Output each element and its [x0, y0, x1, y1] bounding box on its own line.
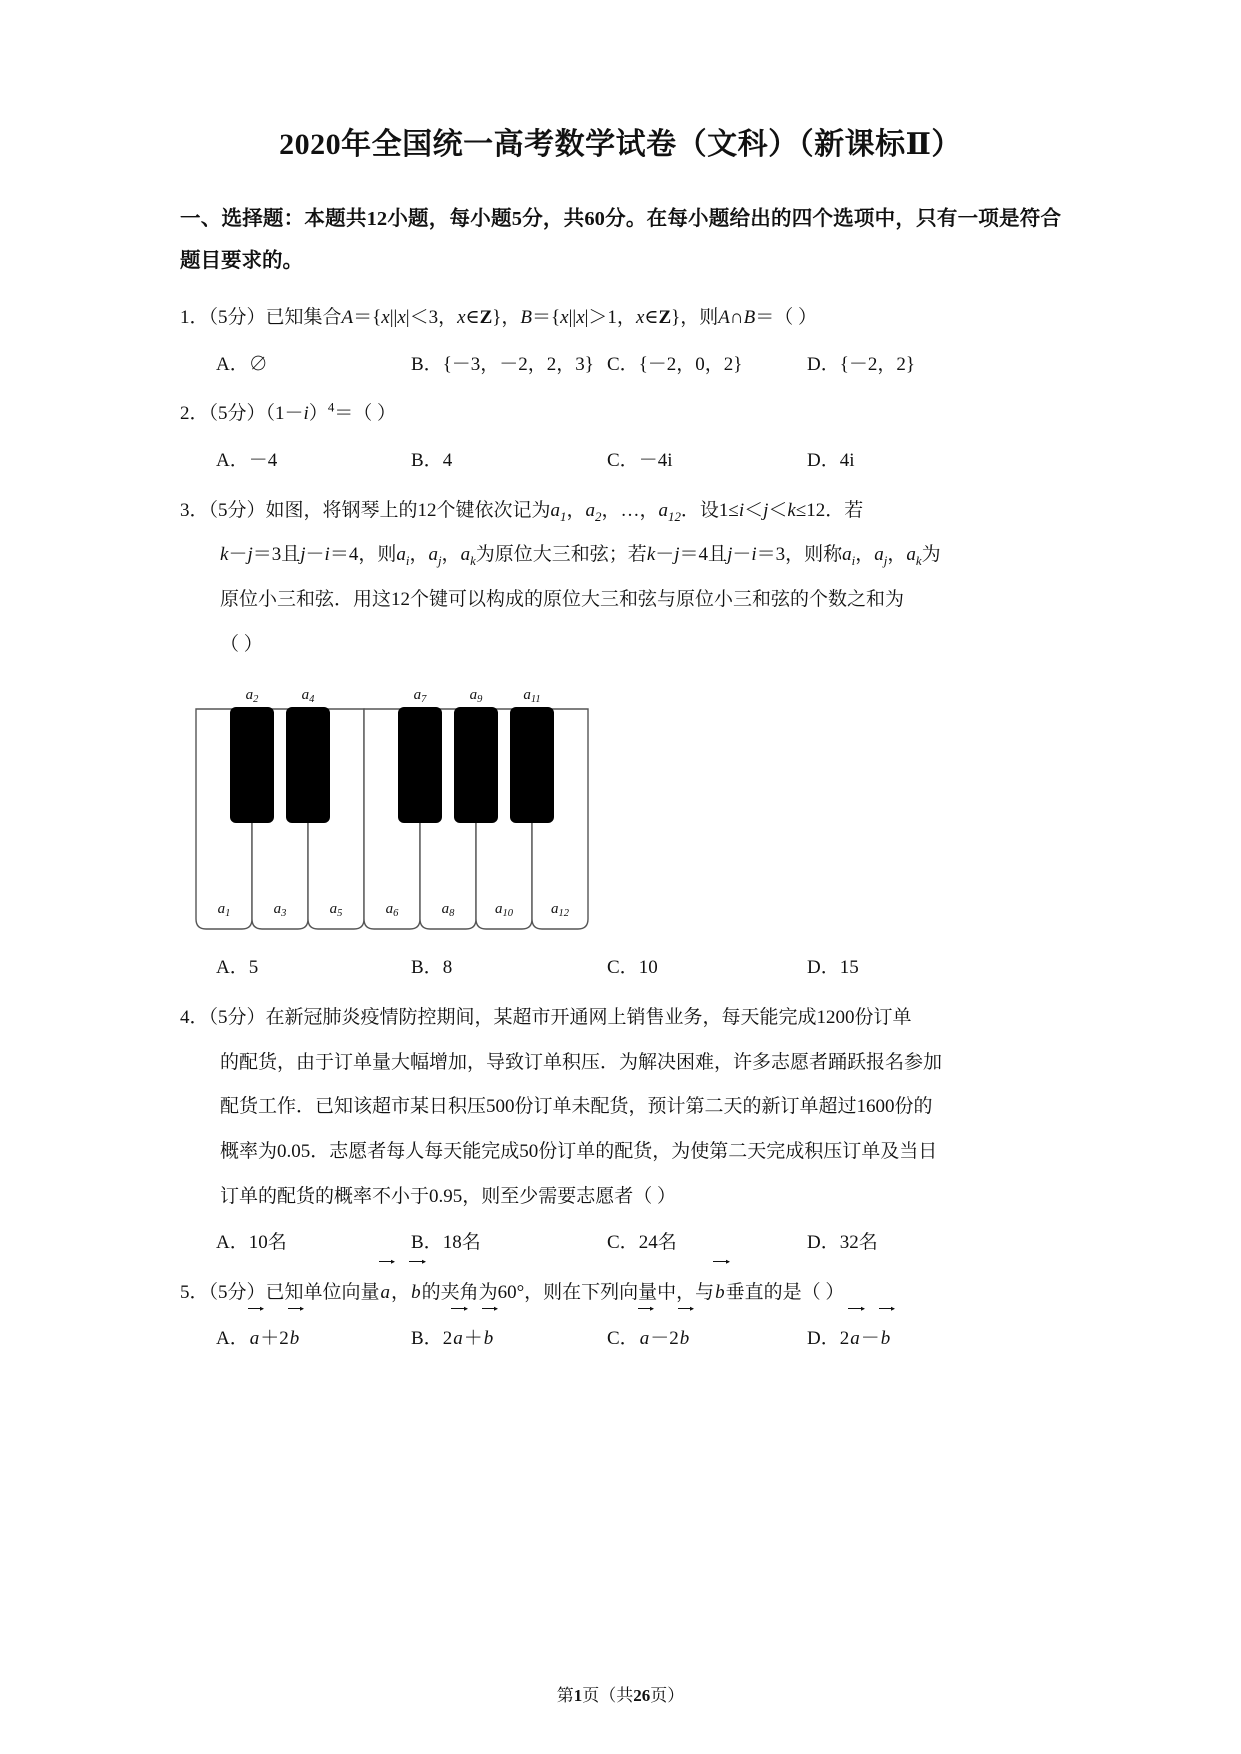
option-text: －4 — [248, 450, 278, 471]
vector-b-icon: b — [289, 1317, 301, 1361]
option-label: B． — [411, 1328, 443, 1350]
black-key-a9[interactable] — [454, 707, 498, 823]
black-key-labels — [246, 687, 541, 705]
question-1-stem-text: 已知集合A＝{x||x|＜3，x∈Z}，B＝{x||x|＞1，x∈Z}，则A∩B＝（ ） — [265, 307, 817, 329]
option-text: 18名 — [442, 1232, 481, 1254]
option-text: 8 — [442, 957, 453, 979]
footer-total-pages: 26 — [633, 1686, 651, 1705]
question-3-line-3: 原位小三和弦．用这12个键可以构成的原位大三和弦与原位小三和弦的个数之和为 — [220, 588, 905, 610]
question-4-line-4: 概率为0.05．志愿者每人每天能完成50份订单的配货，为使第二天完成积压订单及当日 — [220, 1140, 938, 1162]
question-5-option-c[interactable]: C．a－2b — [607, 1317, 807, 1361]
question-4-number: 4． — [180, 1006, 209, 1028]
question-5-score: （5分） — [208, 1281, 266, 1303]
question-5-options — [180, 1317, 1061, 1361]
option-label: A． — [216, 353, 249, 375]
question-2-score: （5分） — [208, 403, 266, 425]
question-3-line-2: k－j＝3且j－i＝4，则$a_i$，$a_j$，$a_k$为原位大三和弦；若k－j＝4且j－i＝3，则称$a_i$，$a_j$，$a_k$为 — [220, 544, 941, 569]
option-text: 4 — [442, 450, 453, 471]
black-key-label-a9: $a_9$ — [469, 687, 483, 706]
black-key-label-a7: $a_7$ — [413, 687, 427, 706]
vector-b-icon: b — [410, 1271, 422, 1316]
question-1-number: 1． — [180, 307, 209, 329]
piano-keyboard-svg — [190, 681, 610, 936]
question-5-stem — [180, 1271, 1061, 1316]
question-4-option-a[interactable] — [216, 1221, 411, 1265]
question-1-options — [180, 343, 1061, 387]
question-3-options — [180, 946, 1061, 990]
option-label: B． — [411, 353, 443, 375]
option-text: 10名 — [248, 1232, 287, 1254]
vector-a-icon: a — [249, 1317, 261, 1361]
page-title: 2020年全国统一高考数学试卷（文科）（新课标Ⅱ） — [279, 128, 962, 161]
footer-middle: 页（共 — [582, 1686, 634, 1705]
question-4-line-2: 的配货，由于订单量大幅增加，导致订单积压．为解决困难，许多志愿者踊跃报名参加 — [220, 1051, 943, 1073]
option-text: {－2，0，2} — [638, 353, 743, 375]
option-label: C． — [607, 450, 639, 471]
white-key-label-a8: $a_8$ — [441, 901, 455, 920]
question-2-option-d[interactable] — [807, 439, 987, 483]
black-key-label-a11: $a_{11}$ — [523, 687, 541, 706]
vector-a-icon: a — [452, 1317, 464, 1361]
question-4-option-d[interactable] — [807, 1221, 987, 1265]
option-label: D． — [807, 1232, 840, 1254]
option-label: B． — [411, 957, 443, 979]
question-3-score: （5分） — [208, 499, 266, 521]
question-4-line-1: 在新冠肺炎疫情防控期间，某超市开通网上销售业务，每天能完成1200份订单 — [265, 1006, 912, 1028]
piano-keyboard-figure — [180, 681, 1061, 936]
option-label: A． — [216, 1232, 249, 1254]
question-1 — [180, 296, 1061, 386]
black-key-a2[interactable] — [230, 707, 274, 823]
question-3-option-b[interactable] — [411, 946, 607, 990]
footer-suffix: 页） — [650, 1686, 685, 1705]
question-3-line-4: （ ） — [220, 633, 263, 655]
white-key-label-a12: $a_{12}$ — [551, 901, 569, 920]
question-2 — [180, 392, 1061, 482]
black-key-a4[interactable] — [286, 707, 330, 823]
option-label: B． — [411, 1232, 443, 1254]
question-4-option-b[interactable] — [411, 1221, 607, 1265]
option-label: D． — [807, 353, 840, 375]
option-text: 32名 — [839, 1232, 878, 1254]
option-text: ∅ — [248, 353, 268, 375]
question-2-stem — [180, 392, 1061, 437]
question-3-line-1: 如图，将钢琴上的12个键依次记为$a_1$，$a_2$，…，$a_{12}$．设1≤i＜j＜k≤12．若 — [265, 499, 864, 524]
option-text: 4i — [839, 450, 855, 471]
option-text: {－2，2} — [839, 353, 915, 375]
question-1-option-a[interactable] — [216, 343, 411, 387]
option-label: C． — [607, 957, 639, 979]
option-text: －4i — [638, 450, 673, 471]
question-5-option-d[interactable]: D．2a－b — [807, 1317, 987, 1361]
question-4-options — [180, 1221, 1061, 1265]
question-5-option-a[interactable]: A．a＋2b — [216, 1317, 411, 1361]
question-1-option-c[interactable] — [607, 343, 807, 387]
white-key-label-a1: $a_1$ — [217, 901, 231, 920]
white-key-label-a5: $a_5$ — [329, 901, 343, 920]
question-3-option-a[interactable] — [216, 946, 411, 990]
question-3-option-d[interactable] — [807, 946, 987, 990]
vector-b-icon: b — [880, 1317, 892, 1361]
vector-b-icon: b — [679, 1317, 691, 1361]
black-key-a7[interactable] — [398, 707, 442, 823]
question-4-option-c[interactable] — [607, 1221, 807, 1265]
option-text: 10 — [638, 957, 658, 979]
option-label: D． — [807, 450, 840, 471]
option-text: 15 — [839, 957, 859, 979]
question-4 — [180, 996, 1061, 1265]
white-key-label-a10: $a_{10}$ — [495, 901, 513, 920]
question-4-score: （5分） — [208, 1006, 266, 1028]
vector-a-icon: a — [849, 1317, 861, 1361]
option-text: 5 — [248, 957, 259, 979]
vector-b-icon: b — [714, 1271, 726, 1316]
question-2-options — [180, 439, 1061, 483]
question-1-stem — [180, 296, 1061, 341]
question-3-stem — [180, 489, 1061, 668]
option-label: A． — [216, 450, 249, 471]
black-key-label-a2: $a_2$ — [245, 687, 259, 706]
vector-b-icon: b — [483, 1317, 495, 1361]
option-text: 24名 — [638, 1232, 677, 1254]
question-4-line-5: 订单的配货的概率不小于0.95，则至少需要志愿者（ ） — [220, 1185, 677, 1207]
white-key-label-a3: $a_3$ — [273, 901, 287, 920]
footer-prefix: 第 — [556, 1686, 574, 1705]
question-1-score: （5分） — [208, 307, 266, 329]
black-key-a11[interactable] — [510, 707, 554, 823]
option-label: C． — [607, 353, 639, 375]
question-3-option-c[interactable] — [607, 946, 807, 990]
question-5-stem-text: 已知单位向量a，b的夹角为60°，则在下列向量中，与b垂直的是（ ） — [266, 1282, 845, 1303]
question-5 — [180, 1271, 1061, 1361]
vector-a-icon: a — [380, 1271, 392, 1316]
option-label: A． — [216, 1328, 249, 1350]
option-label: B． — [411, 450, 443, 471]
question-5-option-b[interactable]: B．2a＋b — [411, 1317, 607, 1361]
option-label: A． — [216, 957, 249, 979]
question-2-stem-text: $(1-i)^4=$（ ） — [265, 400, 397, 425]
black-key-label-a4: $a_4$ — [301, 687, 315, 706]
option-text: {－3，－2，2，3} — [442, 353, 594, 375]
question-4-line-3: 配货工作．已知该超市某日积压500份订单未配货，预计第二天的新订单超过1600份的 — [220, 1096, 933, 1118]
option-label: D． — [807, 957, 840, 979]
question-4-stem — [180, 996, 1061, 1219]
white-key-label-a6: $a_6$ — [385, 901, 399, 920]
section-heading-multiple-choice: 一、选择题：本题共12小题，每小题5分，共60分。在每小题给出的四个选项中，只有一项是符合题目要求的。 — [180, 208, 1061, 273]
footer-page-number: 1 — [573, 1686, 583, 1705]
vector-a-icon: a — [639, 1317, 651, 1361]
question-2-option-b[interactable] — [411, 439, 607, 483]
question-1-option-d[interactable] — [807, 343, 987, 387]
question-5-number: 5． — [180, 1281, 209, 1303]
option-label: C． — [607, 1232, 639, 1254]
question-2-option-a[interactable] — [216, 439, 411, 483]
option-label: C． — [607, 1328, 639, 1350]
option-label: D． — [807, 1328, 840, 1350]
question-3-number: 3． — [180, 499, 209, 521]
question-2-option-c[interactable] — [607, 439, 807, 483]
page-footer — [0, 1681, 1241, 1706]
question-2-number: 2． — [180, 403, 209, 425]
question-1-option-b[interactable] — [411, 343, 607, 387]
question-3 — [180, 489, 1061, 990]
